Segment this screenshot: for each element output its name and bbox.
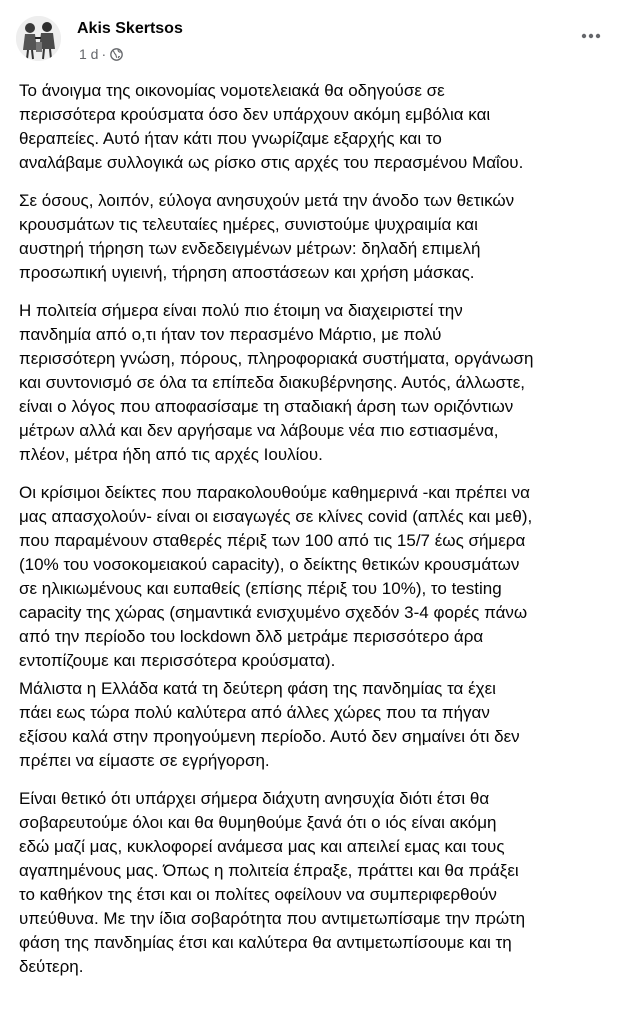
avatar-illustration — [16, 16, 61, 61]
post-paragraph-1: Το άνοιγμα της οικονομίας νομοτελειακά θα οδηγούσε σε περισσότερα κρούσματα όσο δεν υπάρχουν ακόμη εμβόλια και θεραπείες. Αυτό ήταν κάτι που γνωρίζαμε εξαρχής και το αναλάβαμε συλλογικά ως ρίσκο στις αρχές του περασμένου Μαΐου. — [19, 81, 524, 172]
author-name[interactable]: Akis Skertsos — [77, 20, 183, 37]
avatar[interactable] — [16, 16, 61, 61]
post-time[interactable]: 1 d — [79, 46, 99, 62]
post-meta — [79, 46, 123, 62]
post-paragraph-6: Είναι θετικό ότι υπάρχει σήμερα διάχυτη ανησυχία διότι έτσι θα σοβαρευτούμε όλοι και θα θυμηθούμε ξανά ότι ο ιός είναι ακόμη εδώ μαζί μας, κυκλοφορεί ανάμεσα μας και απειλεί εμας και τους αγαπημένους μας. Όπως η πολιτεία έπραξε, πράττει και θα πράξει το καθήκον της έτσι και οι πολίτες οφείλουν να συμπεριφερθούν υπεύθυνα. Με την ίδια σοβαρότητα που αντιμετωπίσαμε την πρώτη φάση της πανδημίας έτσι και καλύτερα θα αντιμετωπίσουμε και τη δεύτερη. — [19, 789, 526, 976]
post-body — [19, 79, 607, 979]
post-paragraph-5: Μάλιστα η Ελλάδα κατά τη δεύτερη φάση της πανδημίας τα έχει πάει εως τώρα πολύ καλύτερα από άλλες χώρες που τα πήγαν εξίσου καλά στην προηγούμενη περίοδο. Αυτό δεν σημαίνει ότι δεν πρέπει να είμαστε σε εγρήγορση. — [19, 679, 520, 770]
post-paragraph-3: Η πολιτεία σήμερα είναι πολύ πιο έτοιμη να διαχειριστεί την πανδημία από ο,τι ήταν τον περασμένο Μάρτιο, με πολύ περισσότερη γνώση, πόρους, πληροφοριακά συστήματα, οργάνωση και συντονισμό σε όλα τα επίπεδα διακυβέρνησης. Αυτός, άλλωστε, είναι ο λόγος που αποφασίσαμε τη σταδιακή άρση των οριζόντιων μέτρων αλλά και δεν αργήσαμε να λάβουμε νέα πιο εστιασμένα, πλέον, μέτρα ήδη από τις αρχές Ιουλίου. — [19, 301, 534, 464]
more-options-button[interactable] — [575, 24, 607, 48]
post-paragraph-4: Οι κρίσιμοι δείκτες που παρακολουθούμε καθημερινά -και πρέπει να μας απασχολούν- είναι οι εισαγωγές σε κλίνες covid (απλές και μεθ), που παραμένουν σταθερές πέριξ των 100 από τις 15/7 έως σήμερα (10% του νοσοκομειακού capacity), ο δείκτης θετικών κρουσμάτων σε ηλικιωμένους και ευπαθείς (επίσης πέριξ του 10%), το testing capacity της χώρας (σημαντικά ενισχυμένο σχεδόν 3-4 φορές πάνω από την περίοδο του lockdown δλδ μετράμε περισσότερο άρα εντοπίζουμε και περισσότερα κρούσματα). — [19, 483, 533, 670]
meta-separator: · — [101, 46, 107, 62]
globe-icon[interactable] — [110, 48, 123, 61]
post-header — [16, 14, 607, 64]
more-options-icon — [581, 33, 601, 39]
post-paragraph-2: Σε όσους, λοιπόν, εύλογα ανησυχούν μετά την άνοδο των θετικών κρουσμάτων τις τελευταίες ημέρες, συνιστούμε ψυχραιμία και αυστηρή τήρηση των ενδεδειγμένων μέτρων: δηλαδή επιμελή προσωπική υγιεινή, τήρηση αποστάσεων και χρήση μάσκας. — [19, 191, 515, 282]
